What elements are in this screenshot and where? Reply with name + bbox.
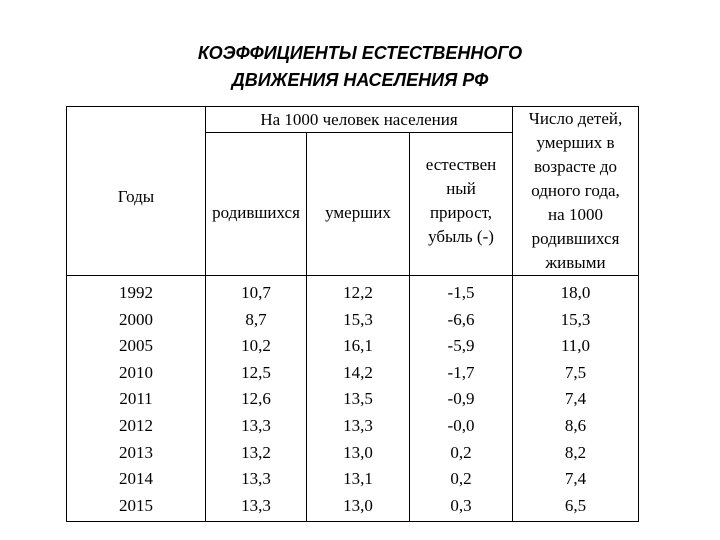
born-cell: 13,3 [241, 469, 271, 489]
born-cell: 12,6 [241, 389, 271, 409]
infant-mortality-column [513, 276, 639, 522]
year-cell: 2011 [119, 389, 153, 409]
header-natural-line: ный [446, 179, 476, 199]
infant-mortality-cell: 15,3 [560, 309, 591, 329]
header-infant-mortality [513, 107, 639, 276]
years-column [67, 276, 206, 522]
natural-growth-cell: 0,2 [450, 442, 472, 462]
died-column [307, 276, 410, 522]
natural-growth-cell: -1,5 [447, 283, 475, 302]
infant-mortality-cell: 7,4 [564, 389, 587, 409]
born-cell: 13,2 [241, 442, 271, 462]
header-natural-line: убыль (-) [428, 227, 494, 247]
born-column [206, 276, 307, 522]
born-cell: 13,3 [241, 415, 271, 435]
infant-mortality-cell: 7,5 [564, 362, 587, 382]
born-cell: 8,7 [245, 309, 267, 329]
header-born [206, 133, 307, 276]
died-cell: 13,0 [343, 442, 373, 462]
died-cell: 14,2 [343, 362, 373, 382]
born-cell: 13,3 [241, 495, 271, 515]
natural-growth-cell: -1,7 [447, 362, 475, 382]
header-infant-line: живыми [545, 253, 606, 272]
died-cell: 12,2 [343, 283, 373, 302]
natural-growth-cell: 0,3 [450, 495, 472, 515]
year-cell: 2010 [119, 362, 153, 382]
header-natural-line: прирост, [429, 203, 493, 223]
year-cell: 2015 [119, 495, 153, 515]
title-line-2: ДВИЖЕНИЯ НАСЕЛЕНИЯ РФ [231, 70, 489, 90]
year-cell: 2005 [119, 336, 153, 356]
natural-growth-cell: -5,9 [447, 336, 475, 356]
natural-growth-cell: 0,2 [450, 469, 472, 489]
year-cell: 1992 [119, 283, 153, 302]
natural-growth-cell: -0,0 [447, 415, 475, 435]
died-cell: 16,1 [343, 336, 373, 356]
infant-mortality-cell: 7,4 [564, 469, 587, 489]
infant-mortality-cell: 8,6 [564, 415, 587, 435]
year-cell: 2000 [119, 309, 153, 329]
died-cell: 13,1 [343, 469, 373, 489]
born-cell: 10,2 [241, 336, 271, 356]
header-infant-line: одного года, [531, 181, 620, 200]
year-cell: 2014 [119, 469, 153, 489]
header-died-label: умерших [325, 203, 391, 223]
year-cell: 2013 [119, 442, 153, 462]
header-died [307, 133, 410, 276]
natural-growth-cell: -6,6 [447, 309, 475, 329]
natural-growth-column [410, 276, 513, 522]
infant-mortality-cell: 6,5 [564, 495, 587, 515]
infant-mortality-cell: 8,2 [564, 442, 587, 462]
died-cell: 13,3 [343, 415, 373, 435]
infant-mortality-cell: 18,0 [560, 283, 591, 302]
demographics-table [66, 106, 639, 522]
natural-growth-cell: -0,9 [447, 389, 475, 409]
died-cell: 13,5 [343, 389, 373, 409]
header-infant-line: Число детей, [528, 109, 623, 128]
header-years-label: Годы [117, 187, 155, 206]
header-natural-line: естествен [425, 155, 497, 175]
header-natural-growth [410, 133, 513, 276]
title-line-1: КОЭФФИЦИЕНТЫ ЕСТЕСТВЕННОГО [197, 43, 523, 63]
header-per-1000-label: На 1000 человек населения [260, 109, 458, 129]
born-cell: 10,7 [241, 283, 271, 302]
year-cell: 2012 [119, 415, 153, 435]
infant-mortality-cell: 11,0 [560, 336, 591, 356]
header-per-1000 [206, 107, 513, 133]
header-infant-line: возрасте до [533, 157, 618, 176]
died-cell: 15,3 [343, 309, 373, 329]
died-cell: 13,0 [343, 495, 373, 515]
header-infant-line: родившихся [531, 229, 620, 248]
born-cell: 12,5 [241, 362, 271, 382]
header-years [67, 107, 206, 276]
header-infant-line: на 1000 [548, 205, 603, 224]
page-title [0, 40, 720, 94]
header-infant-line: умерших в [536, 133, 615, 152]
header-born-label: родившихся [212, 203, 300, 223]
